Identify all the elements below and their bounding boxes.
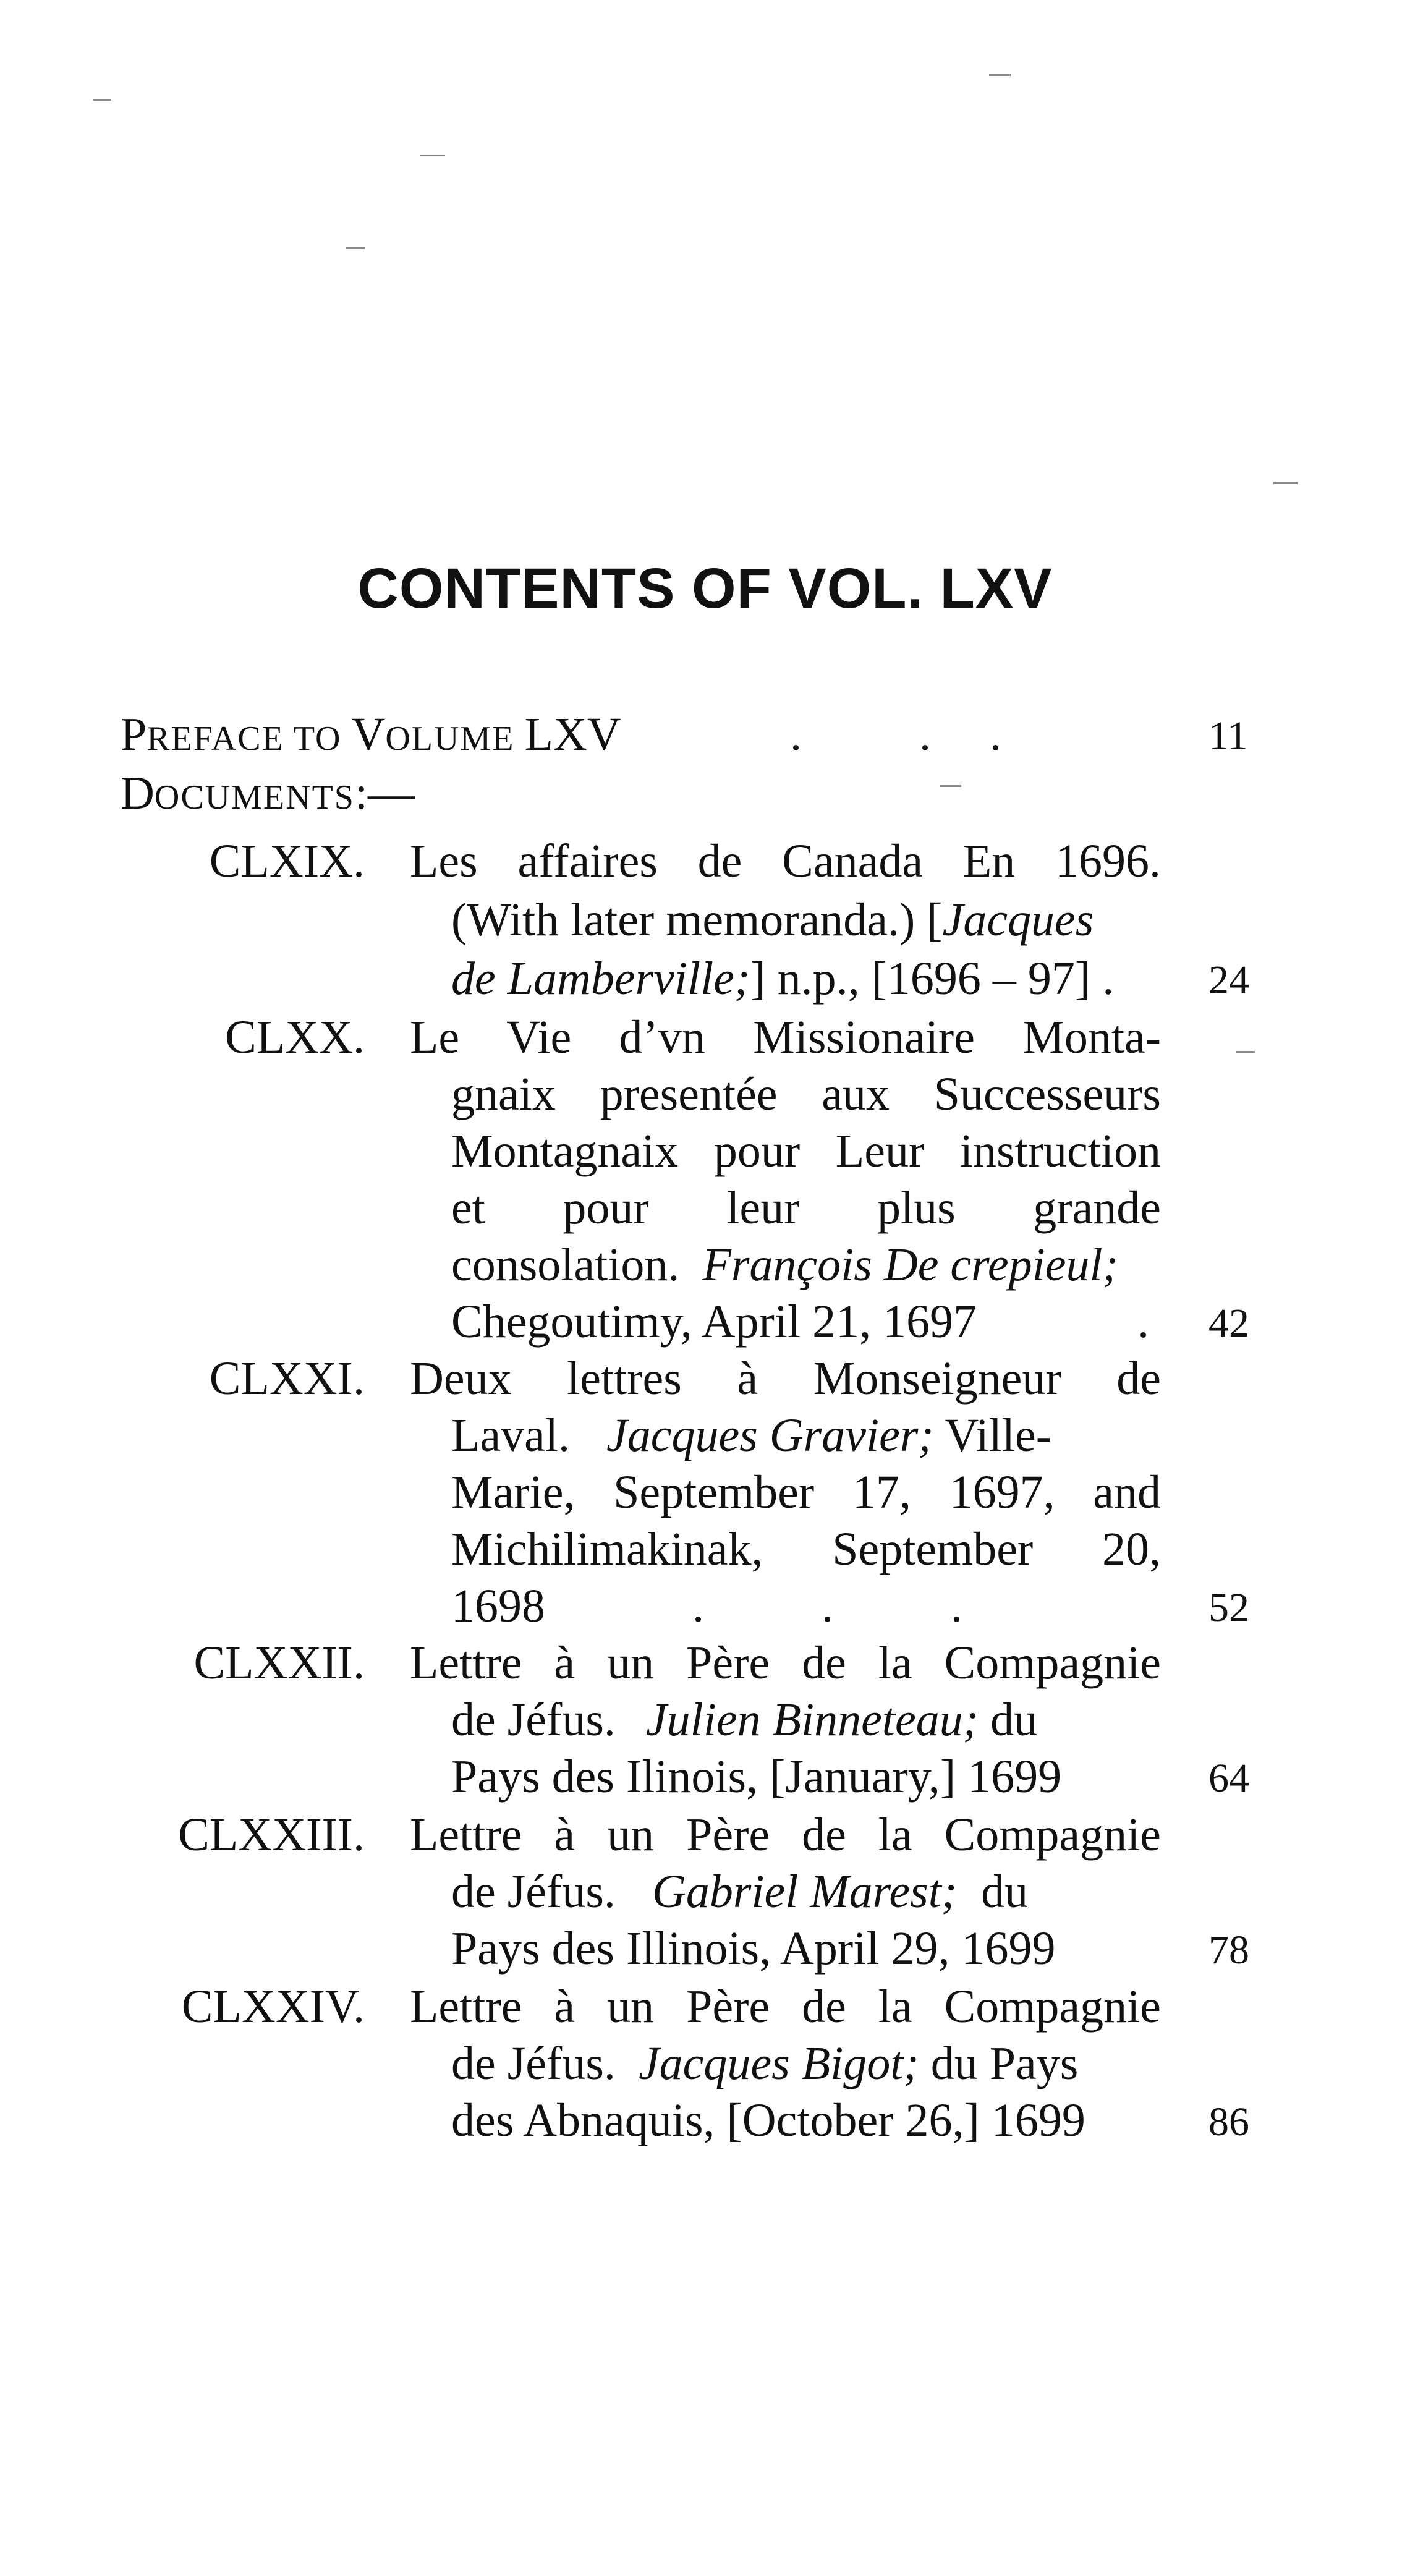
entry-text-line: 1698 xyxy=(451,1580,545,1632)
preface-volume-numeral: LXV xyxy=(524,708,621,760)
entry-number: CLXXII. xyxy=(193,1637,365,1689)
entry-page-number: 42 xyxy=(1208,1301,1249,1346)
documents-heading xyxy=(121,767,415,819)
entry-author: Jacques Gravier; xyxy=(606,1409,934,1461)
preface-entry xyxy=(121,708,621,760)
entry-page-number: 64 xyxy=(1208,1756,1249,1801)
entry-text-line: des Abnaquis, [October 26,] 1699 xyxy=(451,2094,1085,2146)
entry-text-line xyxy=(451,953,1115,1005)
documents-label-tail: :— xyxy=(354,767,415,819)
entry-leader: . xyxy=(1090,953,1115,1005)
entry-text-line xyxy=(451,1866,1029,1918)
entry-author: Julien Binneteau; xyxy=(645,1694,979,1746)
entry-leader: . . . xyxy=(692,1580,962,1632)
entry-text-line: Lettre à un Père de la Compagnie xyxy=(410,1981,1161,2033)
entry-text-line: et pour leur plus grande xyxy=(451,1182,1161,1234)
entry-text-line: Pays des Illinois, April 29, 1699 xyxy=(451,1923,1056,1975)
entry-author: Gabriel Marest; xyxy=(652,1866,958,1918)
entry-text: du xyxy=(979,1694,1038,1746)
entry-number: CLXXIII. xyxy=(178,1809,365,1861)
entry-text-line xyxy=(451,1409,1052,1461)
entry-text-line: Lettre à un Père de la Compagnie xyxy=(410,1637,1161,1689)
entry-text: Ville- xyxy=(933,1409,1052,1461)
preface-label-small-2: OLUME xyxy=(385,720,525,758)
entry-author: François De crepieul; xyxy=(702,1239,1118,1291)
documents-label-small: OCUMENTS xyxy=(154,778,355,817)
entry-text-line: Les affaires de Canada En 1696. xyxy=(410,835,1161,887)
entry-page-number: 78 xyxy=(1208,1928,1249,1973)
entry-text-line: Pays des Ilinois, [January,] 1699 xyxy=(451,1751,1062,1803)
entry-text-line: gnaix presentée aux Successeurs xyxy=(451,1068,1161,1120)
entry-text-line: Chegoutimy, April 21, 1697 xyxy=(451,1296,977,1348)
entry-text-line xyxy=(451,1239,1118,1291)
entry-text-line xyxy=(451,894,1094,946)
entry-text-line: Michilimakinak, September 20, xyxy=(451,1523,1161,1575)
preface-label-initial-2: V xyxy=(351,708,386,760)
entry-text-line: Montagnaix pour Leur instruction xyxy=(451,1125,1161,1177)
entry-page-number: 86 xyxy=(1208,2099,1249,2145)
entry-text: consolation. xyxy=(451,1239,692,1291)
scan-speck xyxy=(1273,482,1298,484)
documents-label-initial: D xyxy=(121,767,155,819)
entry-number: CLXIX. xyxy=(209,835,365,887)
page-title: CONTENTS OF VOL. LXV xyxy=(357,557,1053,620)
entry-number: CLXX. xyxy=(225,1011,365,1063)
entry-text: Laval. xyxy=(451,1409,582,1461)
preface-label-initial: P xyxy=(121,708,147,760)
scan-speck xyxy=(420,155,445,156)
entry-leader: . xyxy=(1137,1296,1149,1348)
scan-speck xyxy=(940,785,961,787)
entry-text-line: Marie, September 17, 1697, and xyxy=(451,1466,1161,1518)
entry-text-line xyxy=(451,1694,1161,1746)
entry-author: Jacques Bigot; xyxy=(638,2038,919,2089)
entry-number: CLXXI. xyxy=(209,1353,365,1405)
scan-speck xyxy=(93,99,111,101)
entry-text: ] n.p., [1696 – 97] xyxy=(750,953,1091,1005)
preface-leader-dots: . . . xyxy=(767,708,1001,760)
entry-page-number: 52 xyxy=(1208,1585,1249,1630)
entry-page-number: 24 xyxy=(1208,958,1249,1003)
entry-text: de Jéfus. xyxy=(451,2038,627,2089)
entry-text-line: Deux lettres à Monseigneur de xyxy=(410,1353,1161,1405)
entry-number: CLXXIV. xyxy=(181,1981,365,2033)
entry-text-line xyxy=(451,2040,1078,2087)
entry-text-line: Le Vie d’vn Missionaire Monta- xyxy=(410,1011,1161,1063)
scan-speck xyxy=(346,247,365,249)
entry-author: Jacques xyxy=(942,894,1094,946)
preface-page-number: 11 xyxy=(1208,713,1248,759)
entry-text: (With later memoranda.) [ xyxy=(451,894,943,946)
entry-text: de Jéfus. xyxy=(451,1694,627,1746)
entry-text-line: Lettre à un Père de la Compagnie xyxy=(410,1809,1161,1861)
scan-speck xyxy=(1236,1051,1255,1053)
preface-label-small: REFACE TO xyxy=(147,720,352,758)
scan-speck xyxy=(989,74,1011,76)
entry-text: du Pays xyxy=(919,2038,1079,2089)
entry-text: de Jéfus. xyxy=(451,1866,627,1918)
entry-author: de Lamberville; xyxy=(451,953,750,1005)
entry-text: du xyxy=(969,1866,1029,1918)
